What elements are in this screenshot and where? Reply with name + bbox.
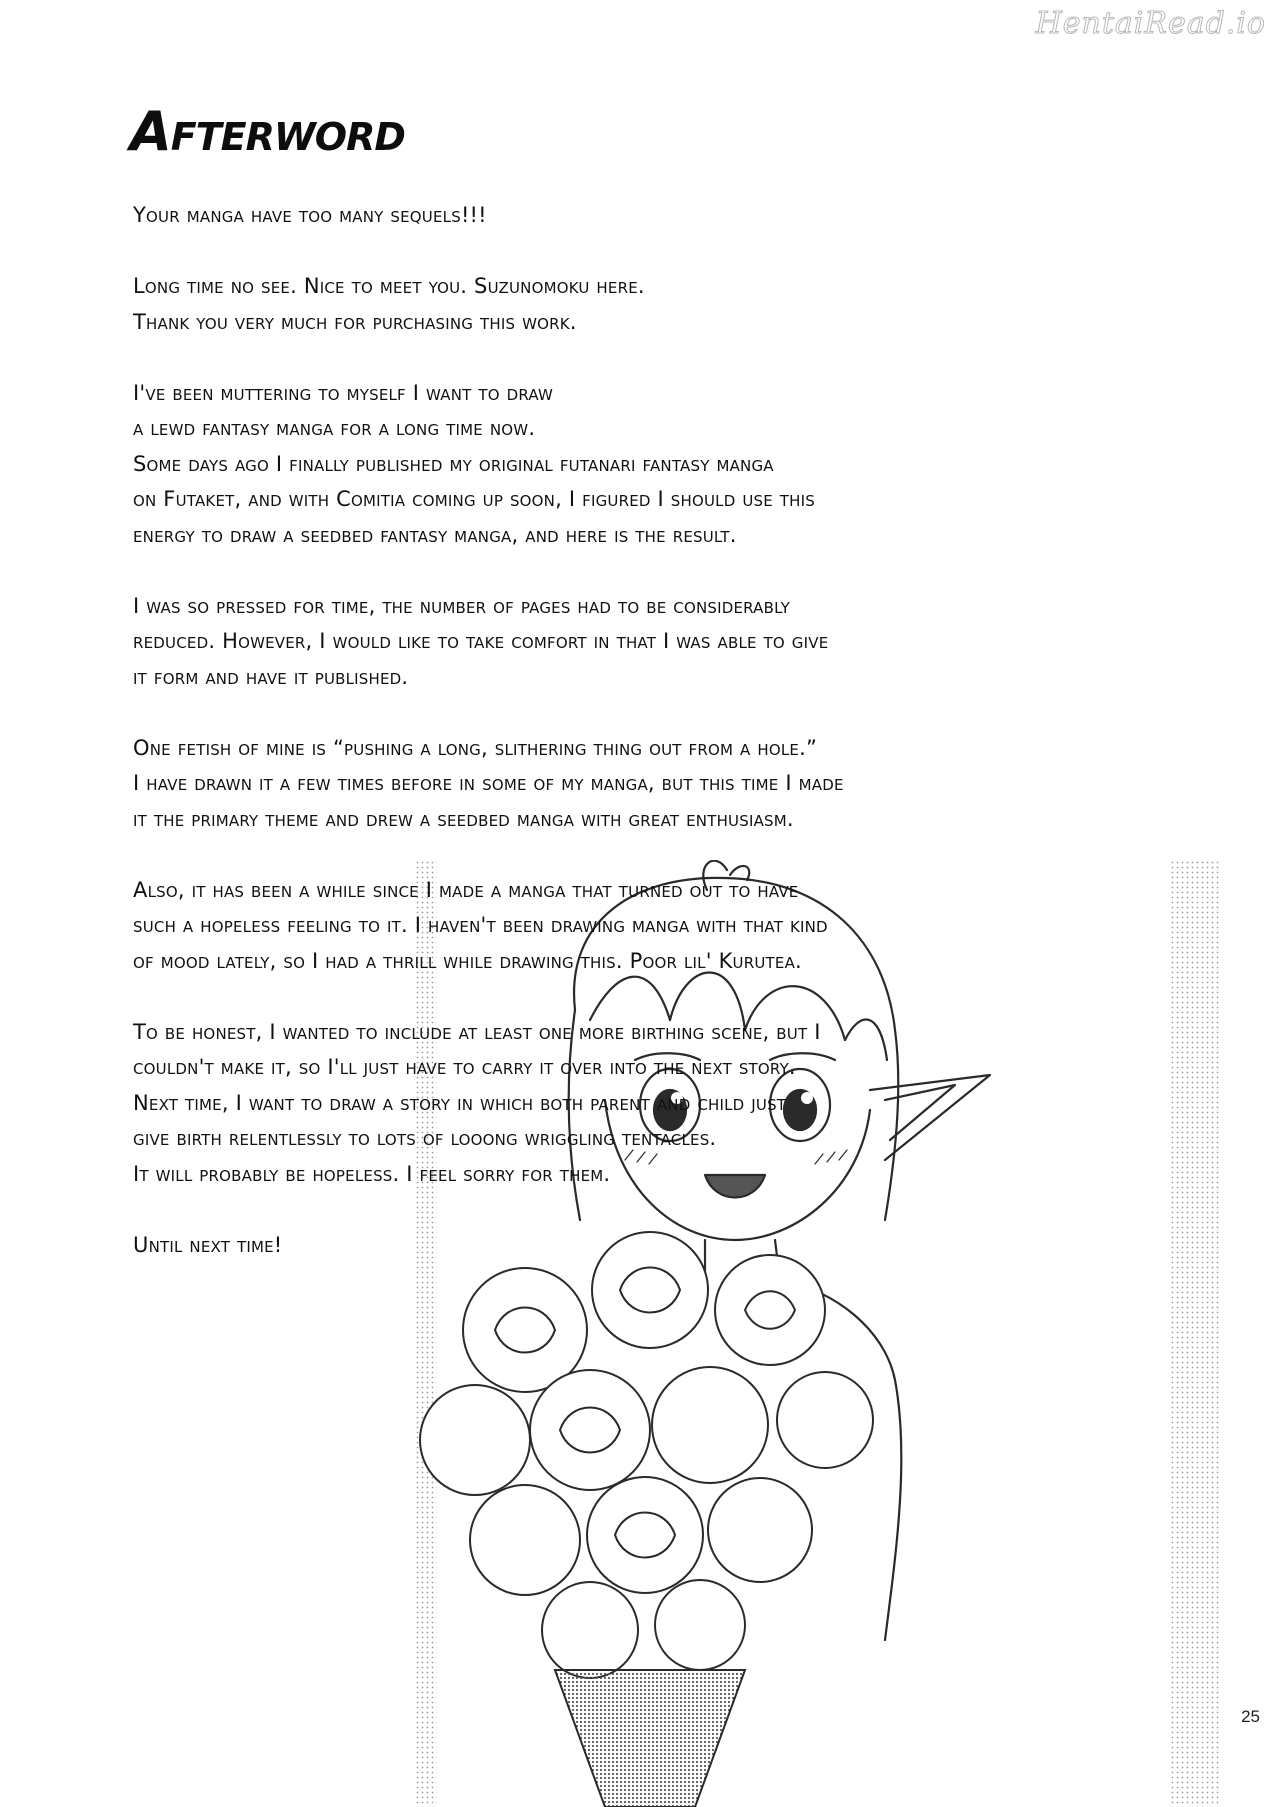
text-line: reduced. However, I would like to take comfort in that I was able to give: [133, 629, 829, 653]
text-line: energy to draw a seedbed fantasy manga, and here is the result.: [133, 522, 737, 547]
text-line: on Futaket, and with Comitia coming up soon, I figured I should use this: [133, 487, 815, 511]
text-line: I have drawn it a few times before in some of my manga, but this time I made: [133, 771, 844, 795]
text-line: Long time no see. Nice to meet you. Suzunomoku here.: [133, 274, 645, 298]
text-line: Also, it has been a while since I made a manga that turned out to have: [133, 877, 799, 902]
tone-strip-right: [1170, 860, 1220, 1807]
text-line: couldn't make it, so I'll just have to carry it over into the next story.: [133, 1055, 796, 1079]
afterword-paragraph: [133, 731, 1033, 838]
text-line: I've been muttering to myself I want to draw: [133, 380, 554, 405]
page-number: 25: [1241, 1707, 1260, 1726]
afterword-paragraph: [133, 873, 1033, 980]
text-line: it the primary theme and drew a seedbed manga with great enthusiasm.: [133, 806, 794, 831]
site-watermark: HentaiRead.io: [1035, 6, 1266, 41]
text-line: To be honest, I wanted to include at least one more birthing scene, but I: [133, 1019, 821, 1044]
text-line: It will probably be hopeless. I feel sorry for them.: [133, 1161, 611, 1186]
text-line: such a hopeless feeling to it. I haven't been drawing manga with that kind: [133, 913, 828, 937]
afterword-paragraph: [133, 269, 1033, 340]
text-line: One fetish of mine is “pushing a long, slithering thing out from a hole.”: [133, 735, 818, 760]
text-line: Your manga have too many sequels!!!: [133, 203, 487, 227]
afterword-paragraph: [133, 1015, 1033, 1193]
text-line: give birth relentlessly to lots of looong wriggling tentacles.: [133, 1126, 717, 1150]
afterword-paragraph: [133, 589, 1033, 696]
text-line: a lewd fantasy manga for a long time now.: [133, 416, 536, 440]
text-line: Some days ago I finally published my original futanari fantasy manga: [133, 451, 774, 476]
bouquet-wrapper: [555, 1670, 745, 1807]
afterword-paragraph: [133, 1228, 1033, 1264]
text-line: I was so pressed for time, the number of pages had to be considerably: [133, 593, 791, 618]
text-line: Next time, I want to draw a story in which both parent and child just: [133, 1090, 787, 1115]
text-line: it form and have it published.: [133, 664, 409, 689]
flower-bouquet: [420, 1232, 873, 1678]
text-line: of mood lately, so I had a thrill while drawing this. Poor lil' Kurutea.: [133, 948, 802, 973]
afterword-paragraph: [133, 376, 1033, 554]
afterword-paragraph: [133, 198, 1033, 234]
page-title: Afterword: [130, 100, 405, 163]
text-line: Until next time!: [133, 1232, 283, 1257]
afterword-body: [133, 198, 1033, 1299]
text-line: Thank you very much for purchasing this work.: [133, 309, 577, 334]
